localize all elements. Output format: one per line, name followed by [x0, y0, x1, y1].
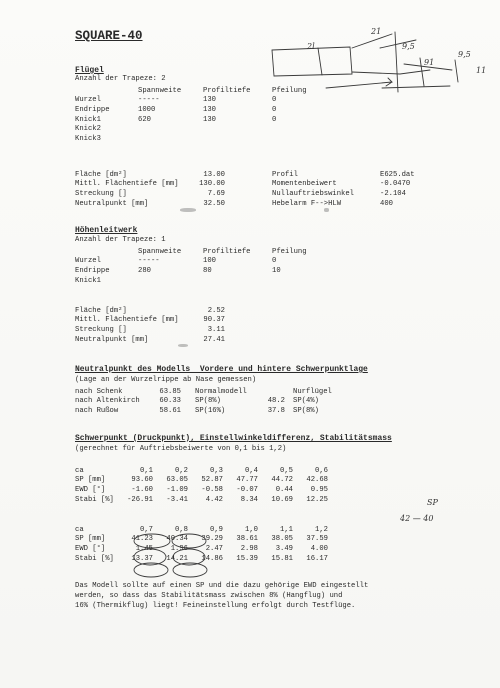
table-cell: Mittl. Flächentiefe [mm]: [75, 180, 179, 189]
table-cell: 13.37: [131, 554, 153, 563]
table-cell: Nurflügel: [293, 387, 332, 396]
sketch-underline: [382, 86, 450, 88]
handwritten-note: 9,5: [458, 50, 471, 59]
table-cell: Normalmodell: [195, 387, 247, 396]
table-cell: 2.98: [240, 544, 258, 553]
table-cell: Stabi [%]: [75, 495, 114, 504]
table-cell: 0,1: [140, 466, 153, 475]
table-cell: nach Rußow: [75, 406, 119, 415]
table-cell: 0: [272, 105, 277, 114]
table-cell: 0.95: [310, 485, 328, 494]
table-cell: 1,0: [245, 525, 258, 534]
table-cell: 60.33: [159, 397, 181, 406]
table-cell: Neutralpunkt [mm]: [75, 199, 149, 208]
table-cell: -0.58: [201, 485, 223, 494]
table-cell: Streckung []: [75, 325, 127, 334]
table-cell: 15.81: [271, 554, 293, 563]
table-cell: Knick1: [75, 276, 101, 285]
table-cell: ca: [75, 525, 84, 534]
table-cell: Nullauftriebswinkel: [272, 189, 354, 198]
np-heading: Neutralpunkt des Modells Vordere und hintere Schwerpunktlage: [75, 365, 368, 374]
table-cell: 1,2: [315, 525, 328, 534]
table-cell: 93.60: [131, 476, 153, 485]
handwritten-note: 11: [476, 66, 487, 75]
table-cell: -26.91: [127, 495, 153, 504]
table-cell: 80: [203, 266, 212, 275]
table-cell: 0,6: [315, 466, 328, 475]
table-cell: nach Schenk: [75, 387, 123, 396]
table-cell: EWD [°]: [75, 485, 106, 494]
table-cell: 0: [272, 257, 277, 266]
table-cell: EWD [°]: [75, 544, 106, 553]
table-cell: 14.86: [201, 554, 223, 563]
table-cell: 130.00: [199, 180, 225, 189]
table-cell: 1.96: [170, 544, 188, 553]
table-cell: 280: [138, 266, 151, 275]
table-cell: Fläche [dm²]: [75, 170, 127, 179]
table-cell: Knick2: [75, 125, 101, 134]
table-cell: 620: [138, 115, 151, 124]
table-cell: -2.104: [380, 189, 406, 198]
table-cell: 0,3: [210, 466, 223, 475]
table-cell: 0,2: [175, 466, 188, 475]
table-cell: Hebelarm F-->HLW: [272, 199, 342, 208]
handwritten-note: 21: [371, 27, 382, 36]
table-cell: 10: [272, 266, 281, 275]
table-cell: 0: [272, 96, 277, 105]
table-cell: 130: [203, 115, 216, 124]
table-cell: -1.09: [166, 485, 188, 494]
table-cell: Knick1: [75, 115, 101, 124]
sp-sub: (gerechnet für Auftriebsbeiwerte von 0,1 bis 1,2): [75, 445, 287, 453]
table-cell: -1.60: [131, 485, 153, 494]
table-cell: 16.17: [306, 554, 328, 563]
circle-annotation-41-23: [134, 534, 170, 548]
table-cell: Stabi [%]: [75, 554, 114, 563]
table-cell: 38.05: [271, 535, 293, 544]
table-cell: 0,9: [210, 525, 223, 534]
table-cell: 13.00: [203, 170, 225, 179]
table-cell: Mittl. Flächentiefe [mm]: [75, 316, 179, 325]
page-title: SQUARE-40: [75, 29, 143, 43]
table-cell: 2.52: [207, 306, 225, 315]
table-cell: 0: [272, 115, 277, 124]
wing-count: Anzahl der Trapeze: 2: [75, 75, 166, 83]
table-cell: 3.49: [275, 544, 293, 553]
sketch-vertical-3: [455, 60, 458, 82]
table-cell: SP(8%): [293, 406, 319, 415]
table-cell: E625.dat: [380, 170, 415, 179]
table-cell: 63.05: [166, 476, 188, 485]
table-cell: SP(8%): [195, 397, 221, 406]
footer-line-2: werden, so dass das Stabilitätsmass zwischen 8% (Hangflug) und: [75, 592, 343, 600]
handwritten-sp-note: SP: [427, 498, 438, 507]
table-cell: 15.39: [236, 554, 258, 563]
table-cell: Pfeilung: [272, 86, 307, 95]
sketch-vertical: [395, 32, 398, 92]
table-cell: 1.45: [135, 544, 153, 553]
table-cell: 100: [203, 257, 216, 266]
table-cell: 14.21: [166, 554, 188, 563]
table-cell: 400: [380, 199, 393, 208]
table-cell: 12.25: [306, 495, 328, 504]
table-cell: 40.34: [166, 535, 188, 544]
table-cell: -0.07: [236, 485, 258, 494]
table-cell: 4.00: [310, 544, 328, 553]
table-cell: 0,7: [140, 525, 153, 534]
table-cell: 7.69: [207, 189, 225, 198]
table-cell: 0,4: [245, 466, 258, 475]
table-cell: Endrippe: [75, 105, 110, 114]
table-cell: nach Altenkirch: [75, 397, 140, 406]
sketch-line-top: [352, 34, 392, 48]
table-cell: -3.41: [166, 495, 188, 504]
table-cell: 42.68: [306, 476, 328, 485]
table-cell: 37.59: [306, 535, 328, 544]
table-cell: 39.29: [201, 535, 223, 544]
table-cell: 1000: [138, 105, 156, 114]
table-cell: -----: [138, 96, 160, 105]
table-cell: 130: [203, 105, 216, 114]
circle-annotation-40-34: [172, 534, 206, 548]
table-cell: Streckung []: [75, 189, 127, 198]
table-cell: 2.47: [205, 544, 223, 553]
table-cell: Wurzel: [75, 257, 101, 266]
circle-annotations: [134, 534, 207, 577]
table-cell: Momentenbeiwert: [272, 180, 337, 189]
footer-line-1: Das Modell sollte auf einen SP und die dazu gehörige EWD eingestellt: [75, 582, 369, 590]
np-sub: (Lage an der Wurzelrippe ab Nase gemessen): [75, 376, 257, 384]
table-cell: Profiltiefe: [203, 86, 251, 95]
table-cell: 0,8: [175, 525, 188, 534]
table-cell: Wurzel: [75, 96, 101, 105]
sp-heading: Schwerpunkt (Druckpunkt), Einstellwinkeldifferenz, Stabilitätsmass: [75, 434, 392, 443]
table-cell: 0.44: [275, 485, 293, 494]
table-cell: Profil: [272, 170, 298, 179]
table-cell: 37.8: [267, 406, 285, 415]
table-cell: 1,1: [280, 525, 293, 534]
table-cell: 90.37: [203, 316, 225, 325]
table-cell: 44.72: [271, 476, 293, 485]
table-cell: 32.50: [203, 199, 225, 208]
table-cell: 130: [203, 96, 216, 105]
table-cell: 58.61: [159, 406, 181, 415]
table-cell: SP [mm]: [75, 476, 106, 485]
handwritten-note: 91: [424, 58, 435, 67]
table-cell: Knick3: [75, 134, 101, 143]
table-cell: 38.61: [236, 535, 258, 544]
table-cell: 10.69: [271, 495, 293, 504]
handwritten-note: 2l: [307, 42, 315, 51]
sketch-rectangle: [272, 47, 352, 76]
table-cell: 47.77: [236, 476, 258, 485]
table-cell: 41.23: [131, 535, 153, 544]
table-cell: Spannweite: [138, 247, 182, 256]
table-cell: Fläche [dm²]: [75, 306, 127, 315]
handwritten-range-note: 42 — 40: [400, 514, 434, 523]
table-cell: -0.0470: [380, 180, 411, 189]
table-cell: SP(4%): [293, 397, 319, 406]
table-cell: ca: [75, 466, 84, 475]
table-cell: 27.41: [203, 335, 225, 344]
table-cell: Endrippe: [75, 266, 110, 275]
sketch-arrow: [326, 78, 392, 88]
sketch-divider: [318, 48, 322, 75]
table-cell: 63.85: [159, 387, 181, 396]
table-cell: SP(16%): [195, 406, 226, 415]
table-cell: 4.42: [205, 495, 223, 504]
wing-heading: Flügel: [75, 66, 104, 75]
table-cell: 8.34: [240, 495, 258, 504]
tail-count: Anzahl der Trapeze: 1: [75, 236, 166, 244]
table-cell: Neutralpunkt [mm]: [75, 335, 149, 344]
table-cell: Spannweite: [138, 86, 182, 95]
table-cell: 3.11: [207, 325, 225, 334]
footer-line-3: 16% (Thermikflug) liegt! Feineinstellung erfolgt durch Testflüge.: [75, 602, 356, 610]
table-cell: Pfeilung: [272, 247, 307, 256]
table-cell: 52.87: [201, 476, 223, 485]
sketch-line-bottom: [352, 70, 430, 74]
table-cell: SP [mm]: [75, 535, 106, 544]
table-cell: 0,5: [280, 466, 293, 475]
table-cell: Profiltiefe: [203, 247, 251, 256]
tail-heading: Höhenleitwerk: [75, 226, 138, 235]
table-cell: -----: [138, 257, 160, 266]
table-cell: 48.2: [267, 397, 285, 406]
handwritten-note: 9,5: [402, 42, 415, 51]
